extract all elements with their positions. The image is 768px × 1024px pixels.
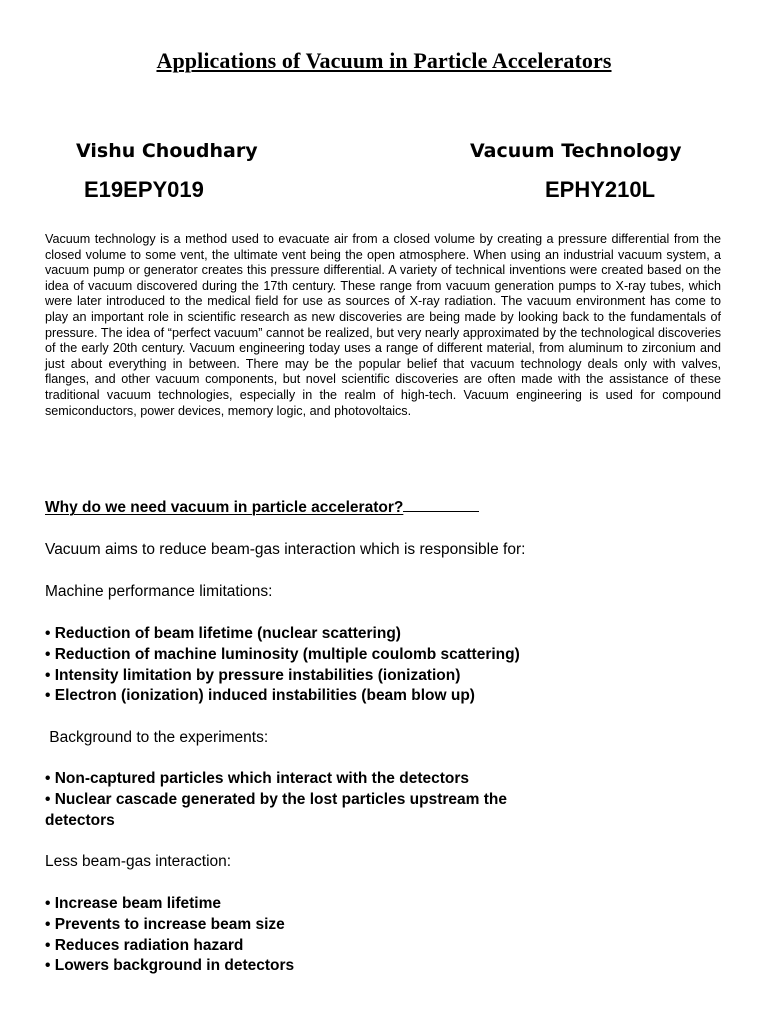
lead-sentence: Vacuum aims to reduce beam-gas interaction which is responsible for: <box>45 541 526 558</box>
question-heading: Why do we need vacuum in particle accelerator? <box>45 499 404 516</box>
section-heading-performance: Machine performance limitations: <box>45 583 273 600</box>
list-item: • Lowers background in detectors <box>45 957 295 975</box>
author-id: E19EPY019 <box>84 177 204 202</box>
list-item: • Increase beam lifetime <box>45 895 222 912</box>
course-code: EPHY210L <box>545 177 656 202</box>
list-less-interaction <box>45 894 735 977</box>
course-name: Vacuum Technology <box>470 140 682 162</box>
document-title: Applications of Vacuum in Particle Accelerators <box>156 48 612 73</box>
author-name: Vishu Choudhary <box>76 140 258 162</box>
list-item: • Nuclear cascade generated by the lost particles upstream the detectors <box>45 790 507 829</box>
list-item: • Reduction of beam lifetime (nuclear scattering) <box>45 625 401 642</box>
list-item: • Prevents to increase beam size <box>45 915 285 933</box>
underline-extension <box>403 499 479 512</box>
list-background <box>45 769 735 831</box>
list-item: • Reduction of machine luminosity (multiple coulomb scattering) <box>45 645 520 663</box>
section-heading-less-interaction: Less beam-gas interaction: <box>45 853 232 870</box>
section-heading-background: Background to the experiments: <box>45 729 269 746</box>
intro-paragraph: Vacuum technology is a method used to evacuate air from a closed volume by creating a pressure differential from the closed volume to some vent, the ultimate vent being the open atmosphere. When using an industrial vacuum system, a vacuum pump or generator creates this pressure differential. A variety of technical inventions were created based on the idea of vacuum discovered during the 17th century. These range from vacuum generation pumps to X-ray tubes, which were later introduced to the medical field for use as sources of X-ray radiation. The vacuum environment has come to play an important role in scientific research as new discoveries are being made by looking back to the fundamentals of pressure. The idea of “perfect vacuum” cannot be realized, but very nearly approximated by the technological discoveries of the early 20th century. Vacuum engineering today uses a range of different material, from aluminum to zirconium and just about everything in between. There may be the popular belief that vacuum technology deals only with valves, flanges, and other vacuum components, but novel scientific discoveries are often made with the assistance of these traditional vacuum technologies, especially in the realm of high-tech. Vacuum engineering is used for compound semiconductors, power devices, memory logic, and photovoltaics. <box>45 232 721 418</box>
list-item: • Intensity limitation by pressure instabilities (ionization) <box>45 666 461 684</box>
list-performance <box>45 624 735 707</box>
list-item: • Non-captured particles which interact with the detectors <box>45 770 470 787</box>
section-question <box>45 498 735 519</box>
list-item: • Reduces radiation hazard <box>45 936 244 954</box>
list-item: • Electron (ionization) induced instabilities (beam blow up) <box>45 687 475 705</box>
